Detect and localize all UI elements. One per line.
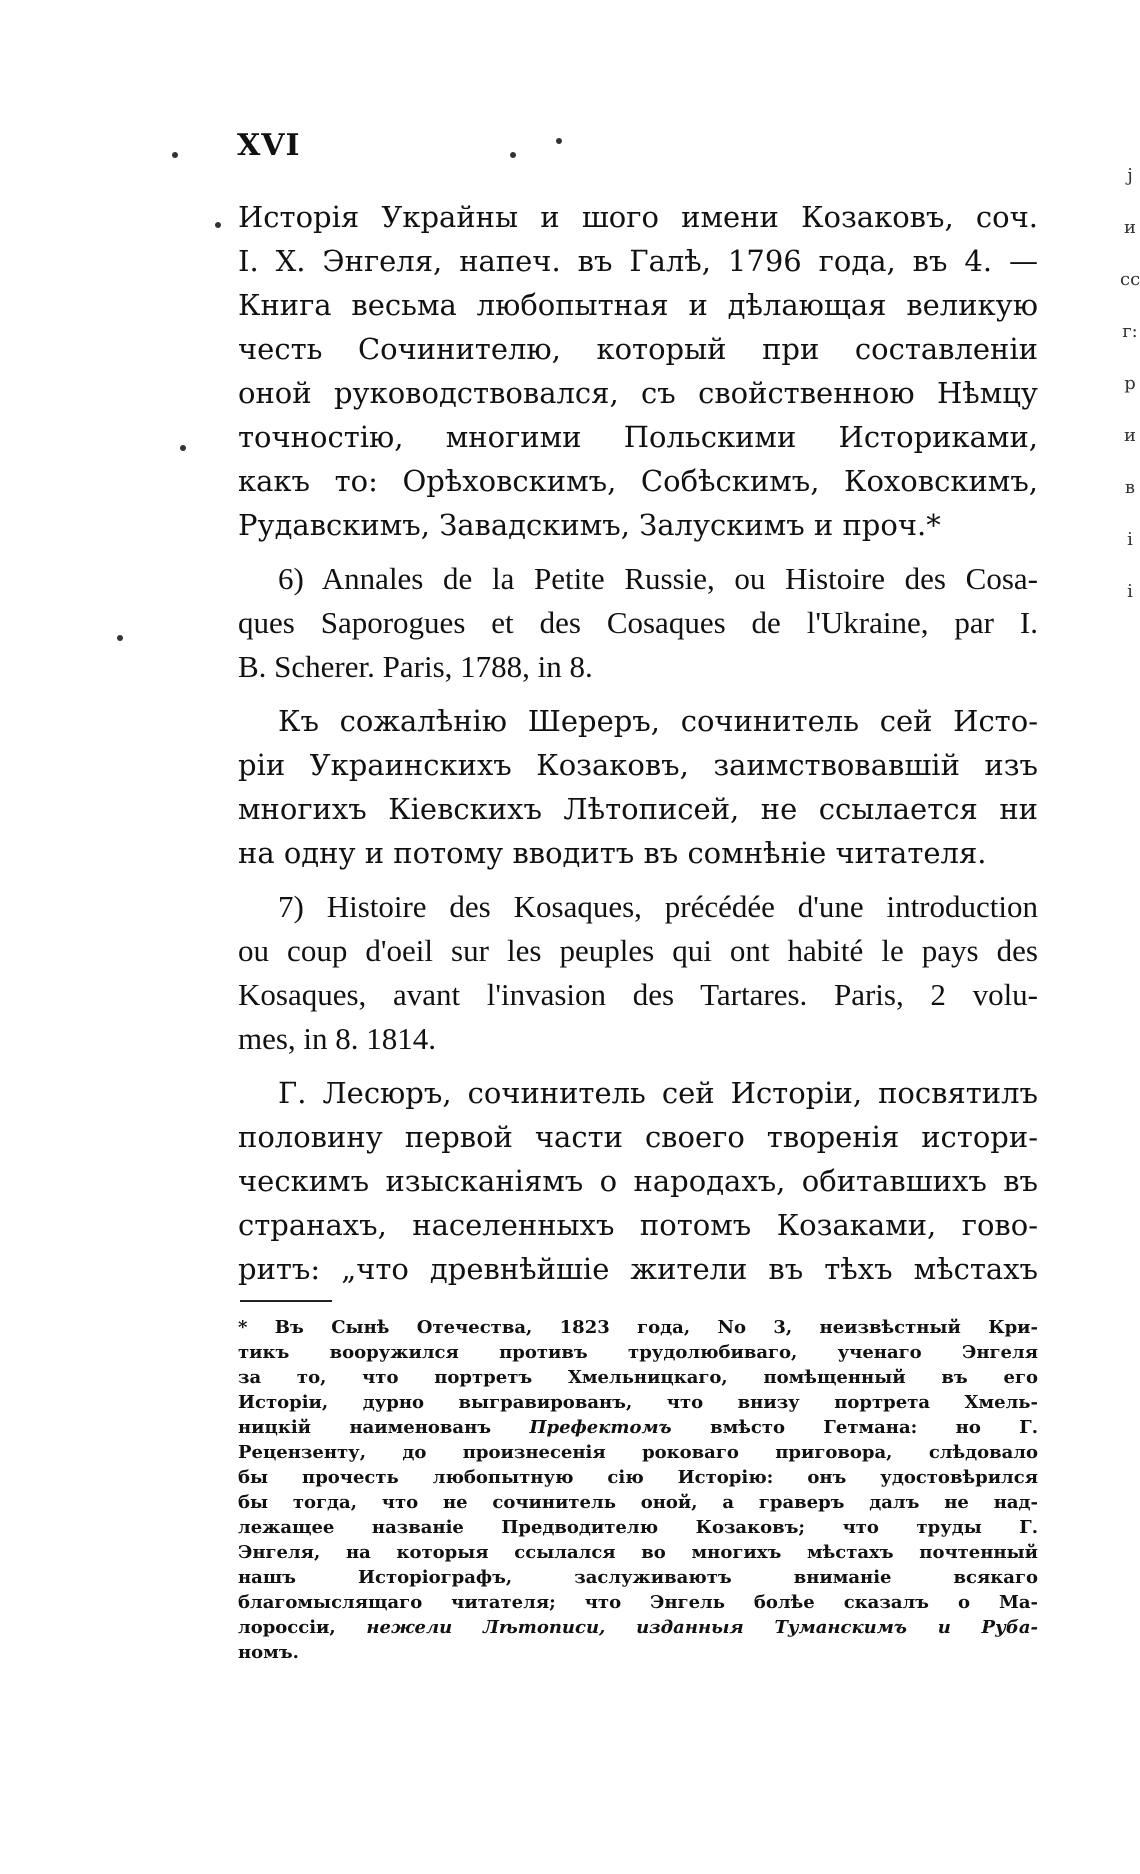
margin-mark: cc bbox=[1120, 269, 1140, 290]
text-line: ріи Украинскихъ Козаковъ, заимствовавшій изъ bbox=[238, 748, 1038, 782]
footnote-line: лежащее названіе Предводителю Козаковъ; что труды Г. bbox=[238, 1517, 1038, 1538]
footnote-line: номъ. bbox=[238, 1642, 299, 1663]
footnote bbox=[238, 1315, 1038, 1665]
footnote-line: * Въ Сынѣ Отечества, 1823 года, No 3, неизвѣстный Кри- bbox=[238, 1317, 1038, 1338]
bibliography-entry-line: ques Saporogues et des Cosaques de l'Ukraine, par I. bbox=[238, 605, 1038, 640]
text-line: Къ сожалѣнію Шереръ, сочинитель сей Исто- bbox=[278, 704, 1038, 738]
footnote-text: вмѣсто Гетмана: но Г. bbox=[671, 1417, 1038, 1438]
main-text bbox=[238, 195, 1038, 1291]
text-line: точностію, многими Польскими Историками, bbox=[238, 420, 1038, 454]
footnote-line bbox=[238, 1615, 1038, 1640]
text-line: Рудавскимъ, Завадскимъ, Залускимъ и проч.* bbox=[238, 508, 941, 542]
text-line: Книга весьма любопытная и дѣлающая великую bbox=[238, 288, 1038, 322]
bibliography-entry-line: Kosaques, avant l'invasion des Tartares. Paris, 2 volu- bbox=[238, 977, 1038, 1012]
print-speck bbox=[510, 152, 516, 158]
margin-mark: и bbox=[1124, 217, 1136, 238]
text-line: Г. Лесюръ, сочинитель сей Исторіи, посвятилъ bbox=[278, 1076, 1038, 1110]
footnote-line: тикъ вооружился противъ трудолюбиваго, ученаго Энгеля bbox=[238, 1342, 1038, 1363]
text-line: Исторія Украйны и шого имени Козаковъ, соч. bbox=[238, 200, 1038, 234]
margin-mark: г: bbox=[1122, 321, 1138, 342]
page-number: XVI bbox=[237, 128, 301, 163]
text-line: честь Сочинителю, который при составленіи bbox=[238, 332, 1038, 366]
footnote-line: Исторіи, дурно выгравированъ, что внизу портрета Хмель- bbox=[238, 1392, 1038, 1413]
footnote-text: ницкій наименованъ bbox=[238, 1417, 530, 1438]
footnote-divider bbox=[240, 1300, 332, 1302]
print-speck bbox=[215, 222, 221, 228]
bibliography-entry-line: ou coup d'oeil sur les peuples qui ont habité le pays des bbox=[238, 933, 1038, 968]
bibliography-entry-line: 7) Histoire des Kosaques, précédée d'une introduction bbox=[278, 889, 1038, 924]
footnote-line: благомыслящаго читателя; что Энгель болѣе сказалъ о Ма- bbox=[238, 1592, 1038, 1613]
bibliography-entry-line: 6) Annales de la Petite Russie, ou Histoire des Cosa- bbox=[278, 561, 1038, 596]
text-line: І. Х. Энгеля, напеч. въ Галѣ, 1796 года, въ 4. — bbox=[238, 244, 1038, 278]
margin-mark: j bbox=[1127, 165, 1133, 186]
print-speck bbox=[180, 445, 186, 451]
margin-mark: і bbox=[1127, 581, 1133, 602]
margin-mark: в bbox=[1124, 477, 1136, 498]
footnote-italic-text: нежели Лѣтописи, изданныя Туманскимъ и Руба- bbox=[366, 1617, 1038, 1638]
text-line: многихъ Кіевскихъ Лѣтописей, не ссылается ни bbox=[238, 792, 1038, 826]
footnote-line: Энгеля, на которыя ссылался во многихъ мѣстахъ почтенный bbox=[238, 1542, 1038, 1563]
bibliography-entry-line: mes, in 8. 1814. bbox=[238, 1021, 437, 1056]
print-speck bbox=[172, 152, 178, 158]
text-line: какъ то: Орѣховскимъ, Собѣскимъ, Коховскимъ, bbox=[238, 464, 1038, 498]
margin-mark: и bbox=[1124, 425, 1136, 446]
footnote-line bbox=[238, 1415, 1038, 1440]
text-line: оной руководствовался, съ свойственною Нѣмцу bbox=[238, 376, 1038, 410]
print-speck bbox=[117, 635, 123, 641]
text-line: странахъ, населенныхъ потомъ Козаками, гово- bbox=[238, 1208, 1038, 1242]
margin-mark: p bbox=[1124, 373, 1136, 394]
footnote-line: бы прочесть любопытную сію Исторію: онъ удостовѣрился bbox=[238, 1467, 1038, 1488]
text-line: ческимъ изысканіямъ о народахъ, обитавшихъ въ bbox=[238, 1164, 1038, 1198]
footnote-text: лороссіи, bbox=[238, 1617, 367, 1638]
footnote-italic-text: Префектомъ bbox=[529, 1417, 672, 1438]
footnote-line: Рецензенту, до произнесенія роковаго приговора, слѣдовало bbox=[238, 1442, 1038, 1463]
bibliography-entry-line: B. Scherer. Paris, 1788, in 8. bbox=[238, 649, 593, 684]
adjacent-page-edge bbox=[1120, 150, 1140, 618]
footnote-line: бы тогда, что не сочинитель оной, а граверъ далъ не над- bbox=[238, 1492, 1038, 1513]
print-speck bbox=[556, 138, 562, 144]
footnote-line: нашъ Исторіографъ, заслуживаютъ вниманіе всякаго bbox=[238, 1567, 1038, 1588]
text-line: половину первой части своего творенія истори- bbox=[238, 1120, 1038, 1154]
margin-mark: і bbox=[1127, 529, 1133, 550]
footnote-line: за то, что портретъ Хмельницкаго, помѣщенный въ его bbox=[238, 1367, 1038, 1388]
text-line: ритъ: „что древнѣйшіе жители въ тѣхъ мѣстахъ bbox=[238, 1252, 1038, 1286]
text-line: на одну и потому вводитъ въ сомнѣніе читателя. bbox=[238, 836, 987, 870]
